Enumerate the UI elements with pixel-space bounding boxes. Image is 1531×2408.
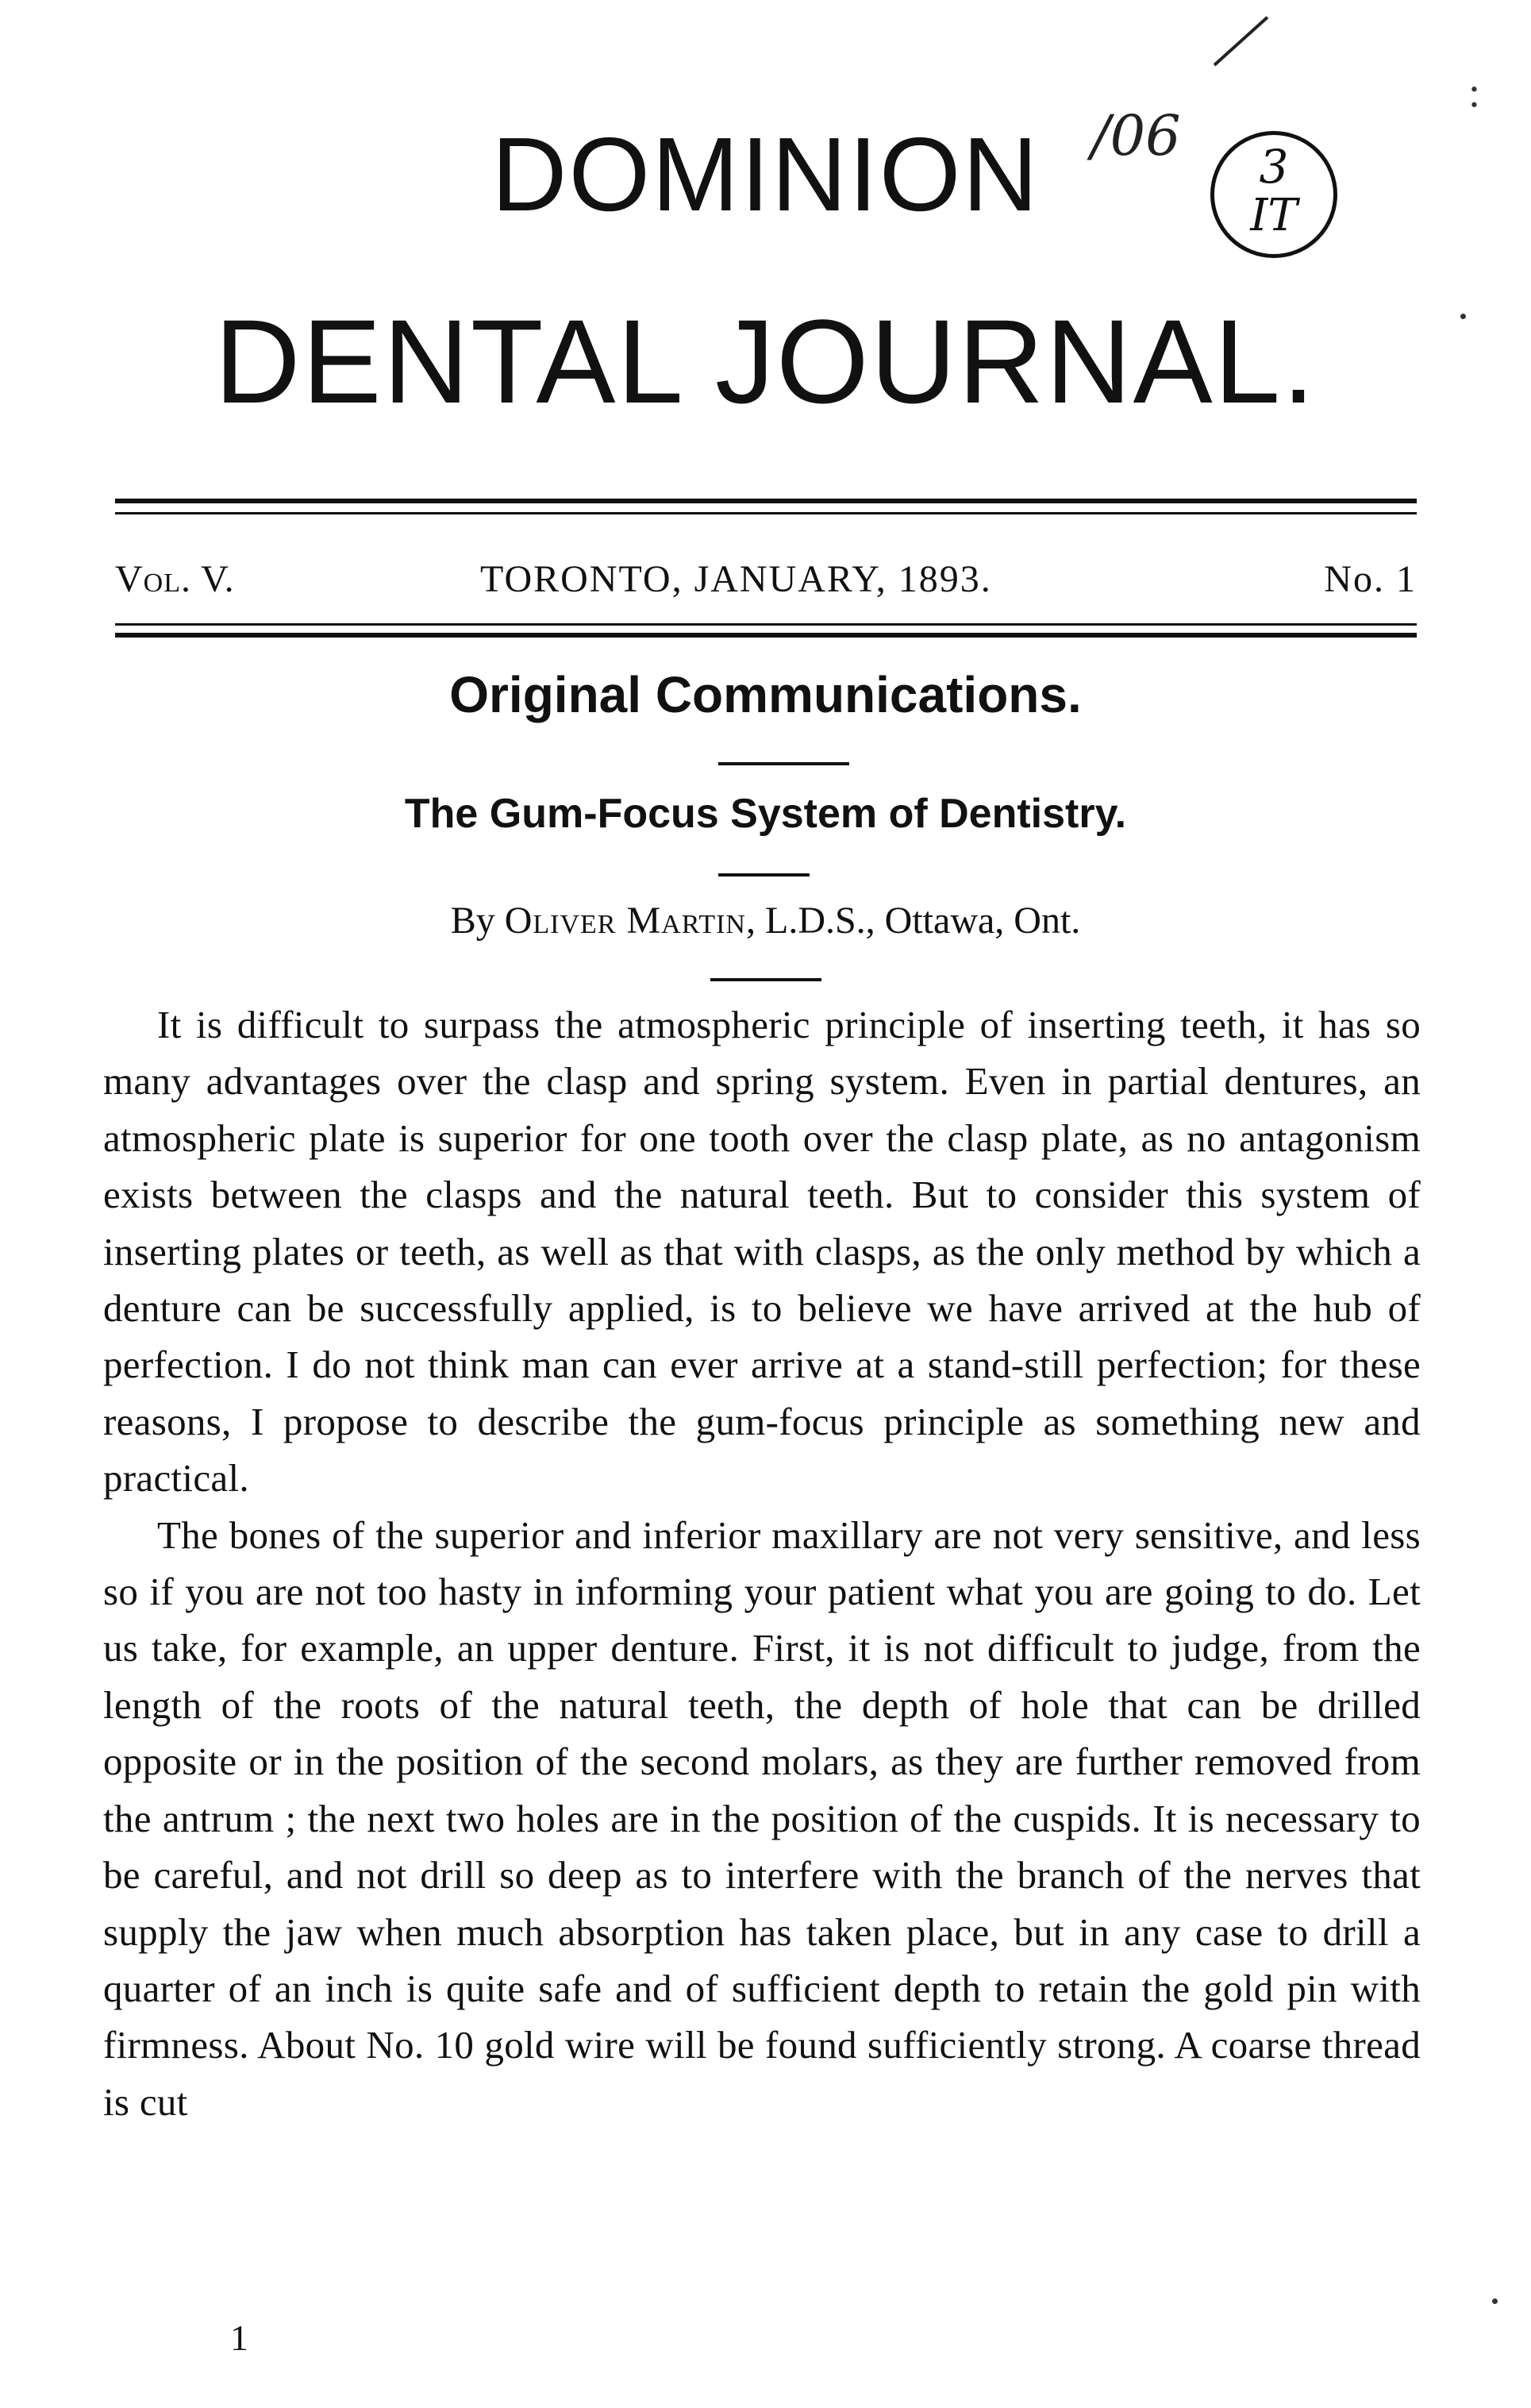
article-title: The Gum-Focus System of Dentistry. [404, 791, 1127, 837]
page-number: 1 [230, 2317, 248, 2358]
handwritten-tick-mark [1214, 16, 1269, 66]
speck-mark [1460, 314, 1466, 319]
section-title: Original Communications. [449, 666, 1082, 723]
author-name: Oliver Martin [504, 900, 746, 942]
article-body [103, 996, 1421, 2130]
byline-prefix: By [450, 900, 495, 942]
place-date: TORONTO, JANUARY, 1893. [480, 558, 992, 600]
library-stamp [1210, 131, 1337, 258]
author-credentials: , L.D.S., Ottawa, Ont. [746, 900, 1081, 942]
masthead-line-2: DENTAL JOURNAL. [214, 295, 1317, 428]
bottom-rule-thick [115, 633, 1417, 638]
masthead-line-1: DOMINION [491, 116, 1040, 233]
separator-rule [710, 978, 821, 981]
separator-rule [718, 762, 849, 765]
bottom-rule-thin [115, 623, 1417, 626]
top-rule-thick [115, 499, 1417, 503]
byline [0, 893, 1531, 949]
margin-colon-mark: : [1468, 68, 1481, 116]
top-rule-thin [115, 512, 1417, 514]
separator-rule [718, 873, 810, 877]
stamp-top-text: 3 [1259, 140, 1289, 194]
stamp-bottom-text: IT [1250, 190, 1298, 241]
issue-number: No. 1 [1324, 558, 1417, 600]
issue-line [115, 552, 1417, 607]
body-paragraph: It is difficult to surpass the atmospheric principle of inserting teeth, it has so many advantages over the clasp and spring system. Even in partial dentures, an atmospheric plate is superior for one tooth over the clasp plate, as no antagonism exists between the clasps and the natural teeth. But to consider this system of inserting plates or teeth, as well as that with clasps, as the only method by which a denture can be successfully applied, is to believe we have arrived at the hub of perfection. I do not think man can ever arrive at a stand-still perfection; for these reasons, I propose to describe the gum-focus principle as something new and practical. [103, 1003, 1421, 1501]
volume-label: Vol. V. [115, 558, 235, 600]
handwritten-annotation: /06 [1091, 103, 1181, 168]
body-paragraph: The bones of the superior and inferior maxillary are not very sensitive, and less so if you are not too hasty in informing your patient what you are going to do. Let us take, for example, an upper denture. First, it is not difficult to judge, from the length of the roots of the natural teeth, the depth of hole that can be drilled opposite or in the position of the second molars, as they are further removed from the antrum ; the next two holes are in the position of the cuspids. It is necessary to be careful, and not drill so deep as to interfere with the branch of the nerves that supply the jaw when much absorption has taken place, but in any case to drill a quarter of an inch is quite safe and of sufficient depth to retain the gold pin with firmness. About No. 10 gold wire will be found sufficiently strong. A coarse thread is cut [103, 1512, 1421, 2124]
speck-mark [1492, 2298, 1498, 2304]
